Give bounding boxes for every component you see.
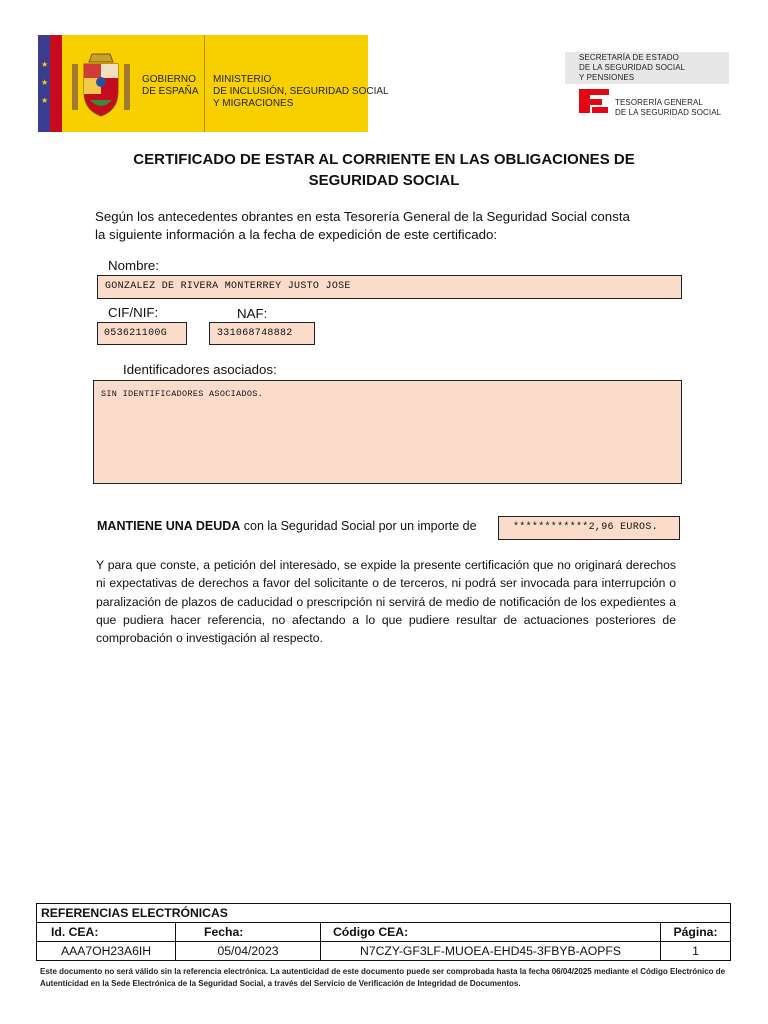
pagina-value: 1 xyxy=(661,942,731,961)
col-pagina-header: Página: xyxy=(661,923,731,942)
col-codigo-header: Código CEA: xyxy=(321,923,661,942)
title-line1: CERTIFICADO DE ESTAR AL CORRIENTE EN LAS OBLIGACIONES DE xyxy=(133,151,635,168)
references-table xyxy=(36,903,731,961)
naf-value: 331068748882 xyxy=(217,328,293,339)
debt-text: con la Seguridad Social por un importe de xyxy=(240,519,477,533)
identificadores-field xyxy=(93,380,682,484)
coat-of-arms-icon xyxy=(70,50,132,120)
nombre-value: GONZALEZ DE RIVERA MONTERREY JUSTO JOSE xyxy=(105,281,351,292)
identificadores-label: Identificadores asociados: xyxy=(123,362,277,377)
cif-label: CIF/NIF: xyxy=(108,305,159,320)
codigo-cea-value: N7CZY-GF3LF-MUOEA-EHD45-3FBYB-AOPFS xyxy=(321,942,661,961)
references-heading: REFERENCIAS ELECTRÓNICAS xyxy=(37,904,731,923)
secretaria-line3: Y PENSIONES xyxy=(579,73,635,82)
gobierno-line2: DE ESPAÑA xyxy=(142,86,199,97)
gobierno-line1: GOBIERNO xyxy=(142,74,196,85)
banner-divider xyxy=(204,35,205,132)
identificadores-value: SIN IDENTIFICADORES ASOCIADOS. xyxy=(101,389,264,399)
secretaria-line1: SECRETARÍA DE ESTADO xyxy=(579,53,679,62)
cif-value: 053621100G xyxy=(104,328,168,339)
intro-text xyxy=(95,208,685,244)
naf-field xyxy=(209,322,315,345)
title-line2: SEGURIDAD SOCIAL xyxy=(308,172,460,189)
eu-star-icon: ★ xyxy=(41,60,49,69)
debt-bold-text: MANTIENE UNA DEUDA xyxy=(97,519,241,533)
secretaria-line2: DE LA SEGURIDAD SOCIAL xyxy=(579,63,686,72)
tgss-line1: TESORERÍA GENERAL xyxy=(615,98,703,107)
tgss-logo-icon xyxy=(578,87,610,115)
naf-label: NAF: xyxy=(237,306,268,321)
spain-flag-stripe xyxy=(50,35,62,132)
document-title xyxy=(60,149,708,191)
debt-statement xyxy=(97,519,477,533)
certification-paragraph: Y para que conste, a petición del interesado, se expide la presente certificación que no originará derechos ni expectativas de derechos a favor del solicitante o de terceros, ni podrá ser invocada para interrupción o paralización de plazos de caducidad o prescripción ni servirá de medio de notificación de los expedientes a que pudiera hacer referencia, no afectando a lo que pudiere resultar de actuaciones posteriores de comprobación o investigación al respecto. xyxy=(96,558,676,646)
footer-note: Este documento no será válido sin la referencia electrónica. La autenticidad de este documento puede ser comprobada hasta la fecha 06/04/2025 mediante el Código Electrónico de Autenticidad en la Sede Electrónica de la Seguridad Social, a través del Servicio de Verificación de Integridad de Documentos. xyxy=(40,967,726,988)
ministry-line1: MINISTERIO xyxy=(213,74,272,85)
eu-star-icon: ★ xyxy=(41,78,49,87)
tgss-line2: DE LA SEGURIDAD SOCIAL xyxy=(615,108,722,117)
nombre-field xyxy=(97,275,682,299)
ministry-line2: DE INCLUSIÓN, SEGURIDAD SOCIAL xyxy=(213,86,389,97)
eu-star-icon: ★ xyxy=(41,96,49,105)
ministry-line3: Y MIGRACIONES xyxy=(213,98,294,109)
nombre-label: Nombre: xyxy=(108,258,159,273)
debt-amount-field xyxy=(498,516,680,540)
col-id-header: Id. CEA: xyxy=(37,923,176,942)
id-cea-value: AAA7OH23A6IH xyxy=(37,942,176,961)
intro-line2: la siguiente información a la fecha de expedición de este certificado: xyxy=(95,227,498,242)
debt-amount-value: ************2,96 EUROS. xyxy=(513,522,658,533)
cif-field xyxy=(97,322,187,345)
intro-line1: Según los antecedentes obrantes en esta Tesorería General de la Seguridad Social consta xyxy=(95,209,630,224)
fecha-value: 05/04/2023 xyxy=(176,942,321,961)
col-fecha-header: Fecha: xyxy=(176,923,321,942)
